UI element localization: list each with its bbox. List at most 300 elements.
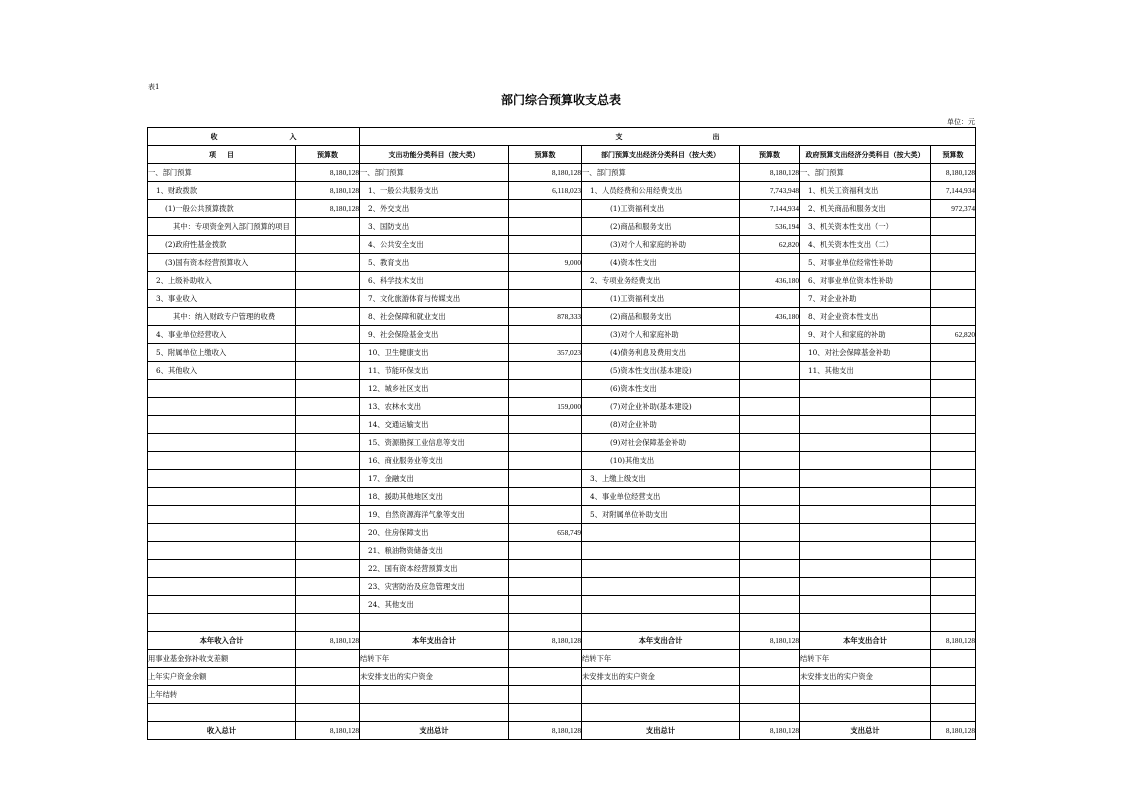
dept-econ-amount-cell: 536,194 bbox=[740, 218, 800, 236]
dept-econ-amount-cell bbox=[740, 488, 800, 506]
income-item-cell: 其中：专项资金列入部门预算的项目 bbox=[148, 218, 296, 236]
income-amount-cell bbox=[296, 488, 360, 506]
income-amount-cell bbox=[296, 290, 360, 308]
income-amount-cell bbox=[296, 686, 360, 704]
function-item-cell: 未安排支出的实户资金 bbox=[360, 668, 509, 686]
function-amount-cell: 8,180,128 bbox=[509, 722, 582, 740]
income-amount-cell bbox=[296, 218, 360, 236]
dept-econ-amount-cell: 7,144,934 bbox=[740, 200, 800, 218]
income-item-cell: 6、其他收入 bbox=[148, 362, 296, 380]
function-amount-cell bbox=[509, 326, 582, 344]
dept-econ-column-header: 部门预算支出经济分类科目（按大类） bbox=[582, 146, 740, 164]
dept-econ-amount-cell: 8,180,128 bbox=[740, 722, 800, 740]
dept-econ-amount-cell bbox=[740, 326, 800, 344]
income-item-cell bbox=[148, 560, 296, 578]
function-item-cell: 24、其他支出 bbox=[360, 596, 509, 614]
dept-econ-amount-cell: 436,180 bbox=[740, 272, 800, 290]
gov-econ-amount-cell bbox=[931, 506, 976, 524]
budget-row bbox=[148, 164, 976, 182]
function-item-cell: 10、卫生健康支出 bbox=[360, 344, 509, 362]
function-item-cell: 结转下年 bbox=[360, 650, 509, 668]
income-amount-cell bbox=[296, 416, 360, 434]
function-amount-cell: 159,000 bbox=[509, 398, 582, 416]
function-amount-cell: 658,749 bbox=[509, 524, 582, 542]
gov-econ-amount-cell bbox=[931, 542, 976, 560]
dept-econ-amount-cell bbox=[740, 578, 800, 596]
function-item-cell: 21、粮油物资储备支出 bbox=[360, 542, 509, 560]
gov-econ-item-cell bbox=[800, 560, 931, 578]
dept-econ-item-cell bbox=[582, 614, 740, 632]
function-amount-cell bbox=[509, 218, 582, 236]
dept-econ-amount-cell bbox=[740, 704, 800, 722]
function-amount-cell bbox=[509, 416, 582, 434]
function-amount-cell: 6,118,023 bbox=[509, 182, 582, 200]
function-amount-cell bbox=[509, 380, 582, 398]
unit-label: 单位：元 bbox=[947, 118, 975, 126]
gov-econ-item-cell bbox=[800, 434, 931, 452]
function-item-cell: 17、金融支出 bbox=[360, 470, 509, 488]
page-title: 部门综合预算收支总表 bbox=[500, 93, 621, 107]
gov-econ-item-cell: 9、对个人和家庭的补助 bbox=[800, 326, 931, 344]
budget-row bbox=[148, 272, 976, 290]
income-label-char: 收 bbox=[210, 131, 218, 141]
income-item-cell bbox=[148, 578, 296, 596]
gov-econ-amount-column-header: 预算数 bbox=[931, 146, 976, 164]
dept-econ-item-cell: 支出总计 bbox=[582, 722, 740, 740]
dept-econ-item-cell: (3)对个人和家庭补助 bbox=[582, 326, 740, 344]
income-item-cell: 收入总计 bbox=[148, 722, 296, 740]
dept-econ-item-cell: 5、对附属单位补助支出 bbox=[582, 506, 740, 524]
gov-econ-item-cell: 5、对事业单位经常性补助 bbox=[800, 254, 931, 272]
dept-econ-item-cell: (5)资本性支出(基本建设) bbox=[582, 362, 740, 380]
budget-row bbox=[148, 560, 976, 578]
expense-label-char: 出 bbox=[712, 131, 720, 141]
dept-econ-amount-column-header: 预算数 bbox=[740, 146, 800, 164]
dept-econ-item-cell: (2)商品和服务支出 bbox=[582, 218, 740, 236]
income-amount-cell: 8,180,128 bbox=[296, 200, 360, 218]
function-item-cell: 18、援助其他地区支出 bbox=[360, 488, 509, 506]
balance-row bbox=[148, 668, 976, 686]
gov-econ-amount-cell bbox=[931, 452, 976, 470]
budget-row bbox=[148, 362, 976, 380]
budget-row bbox=[148, 596, 976, 614]
gov-econ-amount-cell bbox=[931, 578, 976, 596]
income-item-cell bbox=[148, 416, 296, 434]
gov-econ-amount-cell bbox=[931, 416, 976, 434]
income-amount-cell bbox=[296, 560, 360, 578]
gov-econ-column-header: 政府预算支出经济分类科目（按大类） bbox=[800, 146, 931, 164]
dept-econ-item-cell: 一、部门预算 bbox=[582, 164, 740, 182]
function-amount-cell: 357,023 bbox=[509, 344, 582, 362]
budget-row bbox=[148, 290, 976, 308]
gov-econ-amount-cell bbox=[931, 398, 976, 416]
dept-econ-amount-cell bbox=[740, 254, 800, 272]
dept-econ-item-cell: (1)工资福利支出 bbox=[582, 290, 740, 308]
budget-row bbox=[148, 308, 976, 326]
dept-econ-item-cell bbox=[582, 578, 740, 596]
column-header-row bbox=[148, 146, 976, 164]
income-amount-cell bbox=[296, 344, 360, 362]
gov-econ-amount-cell bbox=[931, 362, 976, 380]
function-item-cell: 1、一般公共服务支出 bbox=[360, 182, 509, 200]
table-header bbox=[148, 128, 976, 164]
gov-econ-amount-cell: 8,180,128 bbox=[931, 164, 976, 182]
income-item-cell bbox=[148, 470, 296, 488]
function-amount-cell bbox=[509, 650, 582, 668]
function-item-cell: 8、社会保障和就业支出 bbox=[360, 308, 509, 326]
item-column-header bbox=[148, 146, 296, 164]
income-amount-cell bbox=[296, 398, 360, 416]
function-amount-cell bbox=[509, 578, 582, 596]
dept-econ-item-cell bbox=[582, 596, 740, 614]
gov-econ-amount-cell bbox=[931, 704, 976, 722]
gov-econ-amount-cell bbox=[931, 434, 976, 452]
dept-econ-amount-cell bbox=[740, 470, 800, 488]
income-item-cell bbox=[148, 488, 296, 506]
function-item-cell: 22、国有资本经营预算支出 bbox=[360, 560, 509, 578]
gov-econ-item-cell bbox=[800, 488, 931, 506]
income-item-cell: 本年收入合计 bbox=[148, 632, 296, 650]
income-amount-column-header: 预算数 bbox=[296, 146, 360, 164]
income-amount-cell bbox=[296, 326, 360, 344]
gov-econ-amount-cell bbox=[931, 560, 976, 578]
dept-econ-item-cell: (1)工资福利支出 bbox=[582, 200, 740, 218]
income-amount-cell bbox=[296, 614, 360, 632]
income-item-cell: 5、附属单位上缴收入 bbox=[148, 344, 296, 362]
gov-econ-amount-cell bbox=[931, 344, 976, 362]
item-column-label bbox=[148, 150, 295, 160]
item-label-char: 项 bbox=[209, 149, 216, 159]
function-amount-cell bbox=[509, 614, 582, 632]
income-amount-cell bbox=[296, 434, 360, 452]
function-item-cell: 12、城乡社区支出 bbox=[360, 380, 509, 398]
dept-econ-item-cell: (4)债务利息及费用支出 bbox=[582, 344, 740, 362]
gov-econ-amount-cell bbox=[931, 596, 976, 614]
gov-econ-item-cell bbox=[800, 398, 931, 416]
item-label-char: 目 bbox=[227, 149, 234, 159]
income-label-char: 入 bbox=[289, 131, 297, 141]
dept-econ-amount-cell bbox=[740, 398, 800, 416]
dept-econ-item-cell: (8)对企业补助 bbox=[582, 416, 740, 434]
income-amount-cell: 8,180,128 bbox=[296, 164, 360, 182]
gov-econ-item-cell: 10、对社会保障基金补助 bbox=[800, 344, 931, 362]
dept-econ-item-cell: 4、事业单位经营支出 bbox=[582, 488, 740, 506]
function-item-cell bbox=[360, 614, 509, 632]
budget-row bbox=[148, 254, 976, 272]
function-amount-cell bbox=[509, 686, 582, 704]
income-amount-cell: 8,180,128 bbox=[296, 182, 360, 200]
function-item-cell: 4、公共安全支出 bbox=[360, 236, 509, 254]
dept-econ-item-cell: (6)资本性支出 bbox=[582, 380, 740, 398]
dept-econ-item-cell bbox=[582, 542, 740, 560]
dept-econ-amount-cell: 8,180,128 bbox=[740, 164, 800, 182]
dept-econ-amount-cell bbox=[740, 416, 800, 434]
gov-econ-item-cell: 未安排支出的实户资金 bbox=[800, 668, 931, 686]
dept-econ-item-cell: 1、人员经费和公用经费支出 bbox=[582, 182, 740, 200]
gov-econ-item-cell bbox=[800, 416, 931, 434]
function-item-cell: 2、外交支出 bbox=[360, 200, 509, 218]
dept-econ-item-cell: (7)对企业补助(基本建设) bbox=[582, 398, 740, 416]
function-amount-cell bbox=[509, 506, 582, 524]
budget-row bbox=[148, 614, 976, 632]
gov-econ-item-cell: 11、其他支出 bbox=[800, 362, 931, 380]
budget-summary-table bbox=[147, 127, 976, 740]
income-item-cell bbox=[148, 524, 296, 542]
income-amount-cell bbox=[296, 542, 360, 560]
income-amount-cell bbox=[296, 704, 360, 722]
gov-econ-item-cell bbox=[800, 578, 931, 596]
dept-econ-amount-cell: 7,743,948 bbox=[740, 182, 800, 200]
function-item-cell: 本年支出合计 bbox=[360, 632, 509, 650]
dept-econ-amount-cell: 62,820 bbox=[740, 236, 800, 254]
gov-econ-item-cell: 本年支出合计 bbox=[800, 632, 931, 650]
dept-econ-amount-cell bbox=[740, 650, 800, 668]
gov-econ-item-cell: 1、机关工资福利支出 bbox=[800, 182, 931, 200]
gov-econ-amount-cell: 8,180,128 bbox=[931, 632, 976, 650]
gov-econ-amount-cell bbox=[931, 686, 976, 704]
function-item-cell: 5、教育支出 bbox=[360, 254, 509, 272]
income-item-cell: 2、上级补助收入 bbox=[148, 272, 296, 290]
income-item-cell: 用事业基金弥补收支差额 bbox=[148, 650, 296, 668]
income-item-cell bbox=[148, 614, 296, 632]
income-amount-cell bbox=[296, 668, 360, 686]
dept-econ-amount-cell: 436,180 bbox=[740, 308, 800, 326]
dept-econ-amount-cell bbox=[740, 668, 800, 686]
gov-econ-item-cell bbox=[800, 470, 931, 488]
gov-econ-amount-cell bbox=[931, 218, 976, 236]
function-amount-cell: 9,000 bbox=[509, 254, 582, 272]
gov-econ-item-cell: 3、机关资本性支出（一） bbox=[800, 218, 931, 236]
function-amount-cell bbox=[509, 668, 582, 686]
income-item-cell: 1、财政拨款 bbox=[148, 182, 296, 200]
income-amount-cell bbox=[296, 380, 360, 398]
income-item-cell: (2)政府性基金拨款 bbox=[148, 236, 296, 254]
gov-econ-item-cell bbox=[800, 596, 931, 614]
income-amount-cell bbox=[296, 272, 360, 290]
gov-econ-item-cell bbox=[800, 542, 931, 560]
income-amount-cell bbox=[296, 362, 360, 380]
gov-econ-item-cell: 2、机关商品和服务支出 bbox=[800, 200, 931, 218]
function-amount-cell bbox=[509, 596, 582, 614]
dept-econ-item-cell: 2、专项业务经费支出 bbox=[582, 272, 740, 290]
budget-row bbox=[148, 470, 976, 488]
dept-econ-amount-cell bbox=[740, 596, 800, 614]
gov-econ-amount-cell bbox=[931, 488, 976, 506]
function-item-cell: 11、节能环保支出 bbox=[360, 362, 509, 380]
dept-econ-amount-cell bbox=[740, 560, 800, 578]
function-item-cell: 16、商业服务业等支出 bbox=[360, 452, 509, 470]
budget-row bbox=[148, 578, 976, 596]
balance-row bbox=[148, 686, 976, 704]
income-group-header bbox=[148, 128, 360, 146]
income-item-cell: 3、事业收入 bbox=[148, 290, 296, 308]
gov-econ-item-cell: 7、对企业补助 bbox=[800, 290, 931, 308]
gov-econ-item-cell: 4、机关资本性支出（二） bbox=[800, 236, 931, 254]
income-amount-cell bbox=[296, 236, 360, 254]
gov-econ-amount-cell bbox=[931, 272, 976, 290]
gov-econ-item-cell bbox=[800, 524, 931, 542]
budget-row bbox=[148, 398, 976, 416]
function-amount-cell bbox=[509, 434, 582, 452]
function-amount-cell bbox=[509, 452, 582, 470]
income-amount-cell bbox=[296, 470, 360, 488]
function-item-cell: 3、国防支出 bbox=[360, 218, 509, 236]
gov-econ-item-cell bbox=[800, 380, 931, 398]
gov-econ-item-cell bbox=[800, 506, 931, 524]
dept-econ-item-cell: (2)商品和服务支出 bbox=[582, 308, 740, 326]
income-amount-cell bbox=[296, 524, 360, 542]
dept-econ-amount-cell bbox=[740, 506, 800, 524]
function-column-header: 支出功能分类科目（按大类） bbox=[360, 146, 509, 164]
function-item-cell: 19、自然资源海洋气象等支出 bbox=[360, 506, 509, 524]
function-item-cell: 13、农林水支出 bbox=[360, 398, 509, 416]
dept-econ-amount-cell bbox=[740, 290, 800, 308]
budget-row bbox=[148, 452, 976, 470]
function-item-cell: 一、部门预算 bbox=[360, 164, 509, 182]
function-item-cell bbox=[360, 704, 509, 722]
budget-row bbox=[148, 218, 976, 236]
function-amount-cell bbox=[509, 200, 582, 218]
budget-row bbox=[148, 506, 976, 524]
budget-row bbox=[148, 542, 976, 560]
income-item-cell bbox=[148, 542, 296, 560]
function-amount-cell bbox=[509, 236, 582, 254]
dept-econ-amount-cell bbox=[740, 686, 800, 704]
gov-econ-amount-cell bbox=[931, 470, 976, 488]
function-amount-cell bbox=[509, 488, 582, 506]
gov-econ-amount-cell bbox=[931, 614, 976, 632]
function-amount-column-header: 预算数 bbox=[509, 146, 582, 164]
dept-econ-amount-cell: 8,180,128 bbox=[740, 632, 800, 650]
income-item-cell: 上年实户资金余额 bbox=[148, 668, 296, 686]
gov-econ-amount-cell: 8,180,128 bbox=[931, 722, 976, 740]
dept-econ-item-cell: (3)对个人和家庭的补助 bbox=[582, 236, 740, 254]
balance-row bbox=[148, 704, 976, 722]
income-item-cell: (3)国有资本经营预算收入 bbox=[148, 254, 296, 272]
function-amount-cell bbox=[509, 704, 582, 722]
gov-econ-amount-cell bbox=[931, 254, 976, 272]
gov-econ-amount-cell: 972,374 bbox=[931, 200, 976, 218]
function-item-cell bbox=[360, 686, 509, 704]
income-item-cell: 一、部门预算 bbox=[148, 164, 296, 182]
gov-econ-amount-cell bbox=[931, 308, 976, 326]
gov-econ-item-cell bbox=[800, 452, 931, 470]
function-item-cell: 9、社会保险基金支出 bbox=[360, 326, 509, 344]
budget-row bbox=[148, 524, 976, 542]
group-header-row bbox=[148, 128, 976, 146]
income-item-cell bbox=[148, 596, 296, 614]
income-item-cell bbox=[148, 704, 296, 722]
gov-econ-item-cell bbox=[800, 704, 931, 722]
gov-econ-item-cell: 结转下年 bbox=[800, 650, 931, 668]
function-amount-cell bbox=[509, 470, 582, 488]
gov-econ-item-cell: 支出总计 bbox=[800, 722, 931, 740]
expense-group-label bbox=[360, 132, 975, 142]
dept-econ-amount-cell bbox=[740, 362, 800, 380]
dept-econ-amount-cell bbox=[740, 524, 800, 542]
budget-row bbox=[148, 236, 976, 254]
dept-econ-item-cell bbox=[582, 686, 740, 704]
gov-econ-amount-cell bbox=[931, 524, 976, 542]
dept-econ-item-cell: 3、上缴上级支出 bbox=[582, 470, 740, 488]
income-amount-cell bbox=[296, 254, 360, 272]
function-item-cell: 23、灾害防治及应急管理支出 bbox=[360, 578, 509, 596]
budget-row bbox=[148, 416, 976, 434]
function-amount-cell: 878,333 bbox=[509, 308, 582, 326]
total-row bbox=[148, 632, 976, 650]
income-amount-cell: 8,180,128 bbox=[296, 632, 360, 650]
income-item-cell bbox=[148, 380, 296, 398]
dept-econ-item-cell: (10)其他支出 bbox=[582, 452, 740, 470]
income-item-cell bbox=[148, 434, 296, 452]
function-amount-cell bbox=[509, 272, 582, 290]
income-amount-cell bbox=[296, 650, 360, 668]
gov-econ-amount-cell bbox=[931, 380, 976, 398]
budget-row bbox=[148, 344, 976, 362]
dept-econ-item-cell bbox=[582, 560, 740, 578]
income-item-cell bbox=[148, 506, 296, 524]
function-item-cell: 6、科学技术支出 bbox=[360, 272, 509, 290]
function-amount-cell bbox=[509, 290, 582, 308]
expense-label-char: 支 bbox=[615, 131, 623, 141]
income-amount-cell bbox=[296, 506, 360, 524]
balance-row bbox=[148, 650, 976, 668]
dept-econ-item-cell: 未安排支出的实户资金 bbox=[582, 668, 740, 686]
table-body bbox=[148, 164, 976, 740]
income-item-cell: 4、事业单位经营收入 bbox=[148, 326, 296, 344]
function-item-cell: 14、交通运输支出 bbox=[360, 416, 509, 434]
dept-econ-item-cell: (9)对社会保障基金补助 bbox=[582, 434, 740, 452]
dept-econ-item-cell bbox=[582, 524, 740, 542]
income-amount-cell bbox=[296, 578, 360, 596]
gov-econ-amount-cell bbox=[931, 668, 976, 686]
gov-econ-item-cell: 一、部门预算 bbox=[800, 164, 931, 182]
function-item-cell: 20、住房保障支出 bbox=[360, 524, 509, 542]
income-amount-cell bbox=[296, 308, 360, 326]
function-amount-cell bbox=[509, 362, 582, 380]
income-amount-cell bbox=[296, 452, 360, 470]
function-amount-cell: 8,180,128 bbox=[509, 164, 582, 182]
income-item-cell bbox=[148, 398, 296, 416]
income-item-cell: 上年结转 bbox=[148, 686, 296, 704]
budget-row bbox=[148, 182, 976, 200]
dept-econ-amount-cell bbox=[740, 614, 800, 632]
income-item-cell bbox=[148, 452, 296, 470]
function-item-cell: 支出总计 bbox=[360, 722, 509, 740]
gov-econ-item-cell bbox=[800, 614, 931, 632]
function-amount-cell: 8,180,128 bbox=[509, 632, 582, 650]
dept-econ-item-cell: (4)资本性支出 bbox=[582, 254, 740, 272]
table-number-label: 表1 bbox=[148, 83, 160, 91]
dept-econ-amount-cell bbox=[740, 380, 800, 398]
budget-row bbox=[148, 326, 976, 344]
dept-econ-amount-cell bbox=[740, 344, 800, 362]
income-group-label bbox=[148, 132, 359, 142]
gov-econ-item-cell: 6、对事业单位资本性补助 bbox=[800, 272, 931, 290]
income-amount-cell: 8,180,128 bbox=[296, 722, 360, 740]
income-item-cell: (1)一般公共预算拨款 bbox=[148, 200, 296, 218]
gov-econ-amount-cell: 7,144,934 bbox=[931, 182, 976, 200]
function-amount-cell bbox=[509, 560, 582, 578]
gov-econ-item-cell bbox=[800, 686, 931, 704]
gov-econ-amount-cell bbox=[931, 236, 976, 254]
function-amount-cell bbox=[509, 542, 582, 560]
budget-row bbox=[148, 434, 976, 452]
expense-group-header bbox=[360, 128, 976, 146]
budget-row bbox=[148, 380, 976, 398]
gov-econ-amount-cell bbox=[931, 650, 976, 668]
budget-row bbox=[148, 200, 976, 218]
